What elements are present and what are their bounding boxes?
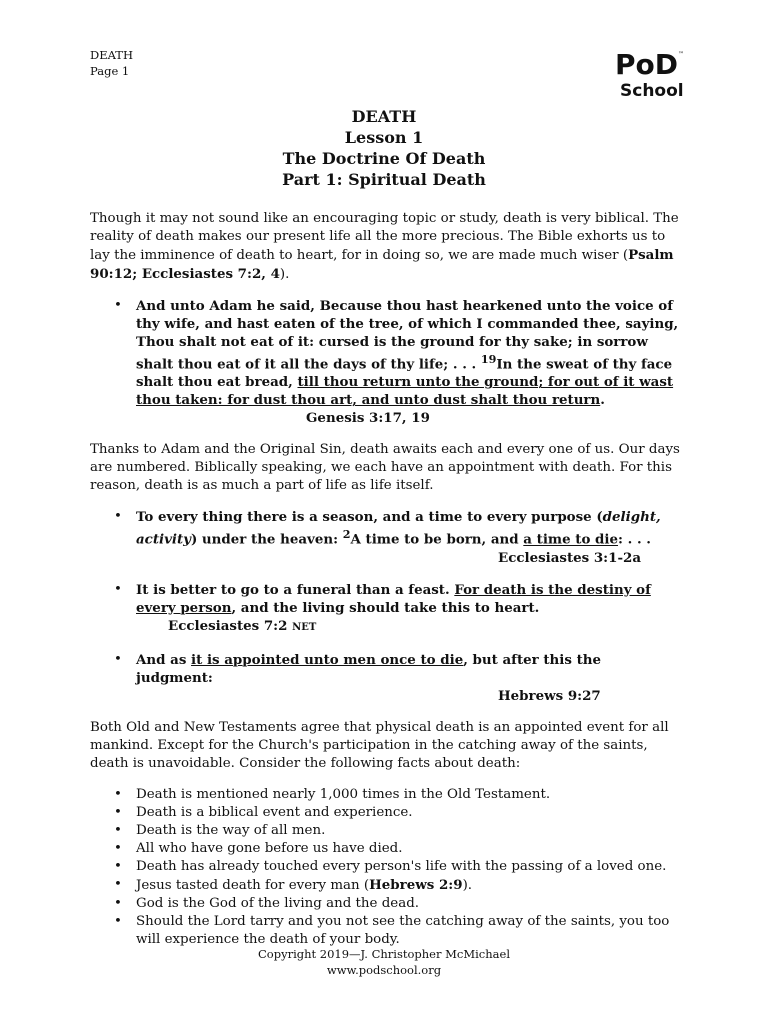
title-lesson: Lesson 1 (344, 128, 424, 147)
title-topic: DEATH (351, 107, 417, 126)
fact-scripture-ref: Hebrews 2:9 (369, 876, 463, 893)
verse-ecclesiastes-7: • It is better to go to a funeral than a feast. For death is the destiny of every person, and the living should take this to heart.Ecclesiastes 7:2 NET (90, 581, 680, 637)
fact-item: • Death has already touched every person's life with the passing of a loved one. (90, 858, 680, 876)
scripture-list-appointed (90, 508, 680, 704)
fact-item: • Death is a biblical event and experience. (90, 804, 680, 822)
logo-trademark: ™ (678, 51, 684, 58)
fact-item: • God is the God of the living and the dead. (90, 895, 680, 913)
verse-hebrews-9: • And as it is appointed unto men once to die, but after this the judgment: Hebrews 9:27 (90, 651, 680, 705)
fact-item: • Death is the way of all men. (90, 822, 680, 840)
death-facts-list (90, 786, 680, 949)
paragraph-adam: Thanks to Adam and the Original Sin, death awaits each and every one of us. Our days are numbered. Biblically speaking, we each have an appointment with death. For this reason, death is as much a part of life as life itself. (90, 442, 680, 494)
lesson-title-block (0, 106, 768, 190)
page-footer (0, 946, 768, 978)
intro-scripture-ref: Psalm 90:12; Ecclesiastes 7:2, 4 (90, 247, 674, 282)
page-header (90, 47, 133, 79)
verse-reference: Ecclesiastes 7:2 NET (168, 617, 317, 634)
header-page-number: Page 1 (90, 64, 130, 78)
intro-paragraph: Though it may not sound like an encouraging topic or study, death is very biblical. The reality of death makes our present life all the more precious. The Bible exhorts us to lay the imminence of death to heart, for in doing so, we are made much wiser (Psalm 90:12; Ecclesiastes 7:2, 4). (90, 211, 679, 282)
paragraph-testaments: Both Old and New Testaments agree that physical death is an appointed event for all mankind. Except for the Church's participation in the catching away of the saints, death is unavoidable. Consider the following facts about death: (90, 719, 669, 771)
fact-item: • Should the Lord tarry and you not see the catching away of the saints, you too will experience the death of your body. (90, 913, 680, 949)
lesson-body (90, 210, 680, 949)
title-part: Part 1: Spiritual Death (282, 170, 486, 189)
fact-item: • Jesus tasted death for every man (Hebrews 2:9). (90, 876, 680, 895)
scripture-list-genesis (90, 297, 680, 427)
pod-school-logo (612, 44, 692, 102)
fact-item: • Death is mentioned nearly 1,000 times in the Old Testament. (90, 786, 680, 804)
verse-reference: Hebrews 9:27 (498, 687, 601, 704)
header-topic: DEATH (90, 48, 133, 62)
verse-reference: Ecclesiastes 3:1-2a (498, 549, 641, 566)
logo-bottom-text: School (620, 81, 684, 101)
logo-top-text: PoD (615, 48, 678, 81)
website-link[interactable]: www.podschool.org (326, 963, 442, 977)
title-doctrine: The Doctrine Of Death (282, 149, 486, 168)
copyright-notice: Copyright 2019—J. Christopher McMichael (257, 947, 510, 961)
verse-reference: Genesis 3:17, 19 (306, 410, 430, 427)
verse-genesis: • And unto Adam he said, Because thou hast hearkened unto the voice of thy wife, and hast eaten of the tree, of which I commanded thee, saying, Thou shalt not eat of it: cursed is the ground for thy sake; in sorrow shalt thou eat of it all the days of thy life; . . . $^{19}$In the sweat of thy face shalt thou eat bread, till thou return unto the ground; for out of it wast thou taken: for dust thou art, and unto dust shalt thou return.Genesis 3:17, 19 (90, 297, 680, 427)
verse-ecclesiastes-3: • To every thing there is a season, and a time to every purpose (delight, activity) under the heaven: $^2$A time to be born, and a time to die: . . . Ecclesiastes 3:1-2a (90, 508, 680, 566)
fact-item: • All who have gone before us have died. (90, 840, 680, 858)
